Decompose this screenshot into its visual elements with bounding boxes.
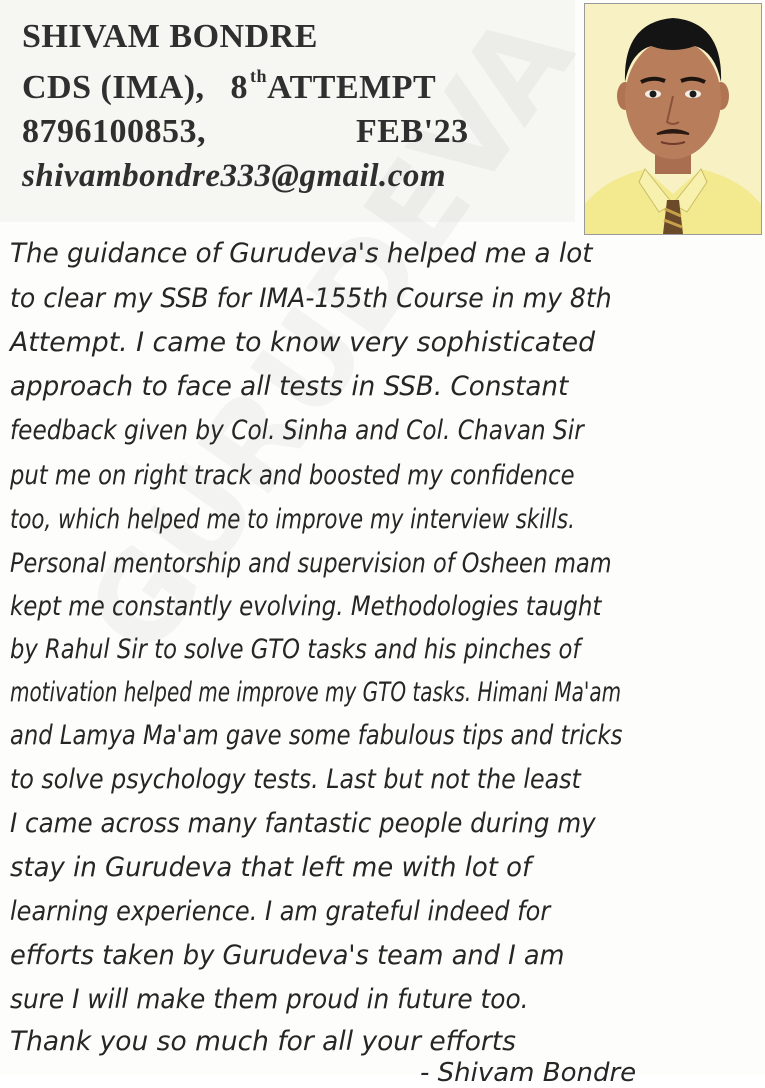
letter-line: efforts taken by Gurudeva's team and I am <box>10 940 565 971</box>
header-block <box>0 0 575 222</box>
letter-line: Personal mentorship and supervision of Osheen mam <box>10 548 612 579</box>
letter-line: stay in Gurudeva that left me with lot of <box>10 852 532 883</box>
letter-line: too, which helped me to improve my interview skills. <box>10 504 575 535</box>
letter-line: sure I will make them proud in future too. <box>10 984 529 1015</box>
letter-line: Attempt. I came to know very sophisticated <box>10 327 596 358</box>
date: FEB'23 <box>356 113 469 150</box>
attempt-word: ATTEMPT <box>267 69 437 106</box>
letter-line: and Lamya Ma'am gave some fabulous tips and tricks <box>10 720 623 751</box>
letter-line: by Rahul Sir to solve GTO tasks and his pinches of <box>10 634 581 665</box>
letter-line: learning experience. I am grateful indeed for <box>10 896 551 927</box>
letter-line: The guidance of Gurudeva's helped me a lot <box>10 238 593 269</box>
letter-line: approach to face all tests in SSB. Constant <box>10 371 569 402</box>
attempt-suffix: th <box>250 66 268 86</box>
phone-number: 8796100853, <box>22 113 206 150</box>
portrait-photo-icon <box>585 4 761 234</box>
letter-line: feedback given by Col. Sinha and Col. Chavan Sir <box>10 415 584 446</box>
candidate-name: SHIVAM BONDRE <box>22 18 318 55</box>
exam-attempt-line <box>22 66 436 107</box>
portrait-photo <box>584 3 762 235</box>
attempt-number: 8 <box>230 69 249 106</box>
letter-line: kept me constantly evolving. Methodologies taught <box>10 591 602 622</box>
exam-name: CDS (IMA), <box>22 69 205 106</box>
letter-line: to clear my SSB for IMA-155th Course in my 8th <box>10 283 612 314</box>
signature: - Shivam Bondre <box>420 1058 637 1088</box>
letter-line: I came across many fantastic people during my <box>10 808 596 839</box>
handwritten-letter <box>0 228 765 1088</box>
letter-line: motivation helped me improve my GTO tasks. Himani Ma'am <box>10 677 622 708</box>
letter-line: put me on right track and boosted my confidence <box>10 460 575 491</box>
email-address: shivambondre333@gmail.com <box>22 158 447 194</box>
contact-line <box>22 113 469 151</box>
letter-line: to solve psychology tests. Last but not the least <box>10 764 581 795</box>
letter-line: Thank you so much for all your efforts <box>10 1026 516 1057</box>
